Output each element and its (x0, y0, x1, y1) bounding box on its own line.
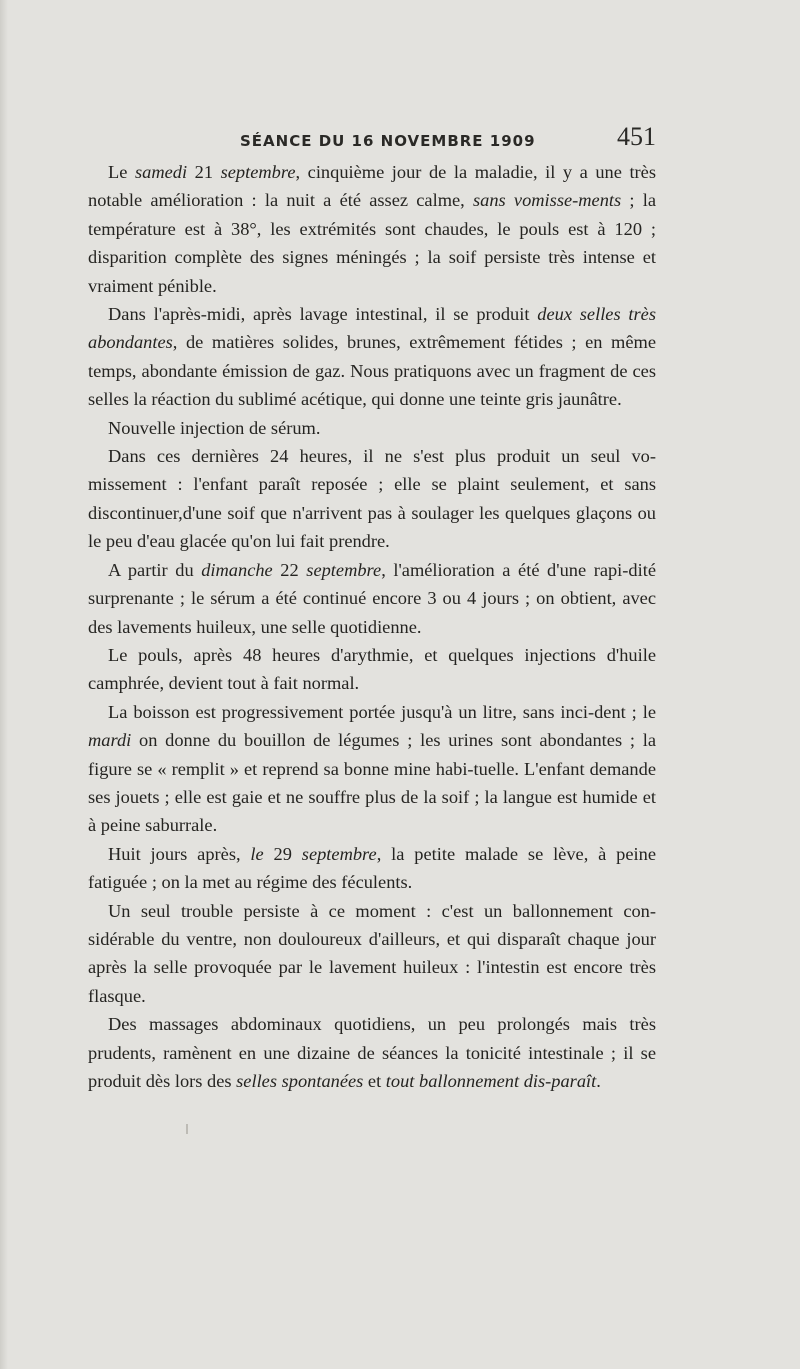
paragraph-7 (88, 698, 656, 840)
paragraph-3: Nouvelle injection de sérum. (108, 417, 321, 438)
paragraph-2-italic-deux-selles: deux selles très abondantes (88, 304, 657, 353)
paragraph-2-text-a: Dans l'après-midi, après lavage intestinal, il se produit (108, 304, 538, 325)
paragraph-10-italic-selles-spontanees: selles spontanées (236, 1071, 364, 1091)
page-edge-shadow (0, 0, 8, 1369)
paragraph-8-italic-le: le (250, 843, 264, 864)
paragraph-5-italic-dimanche: dimanche (201, 559, 273, 580)
paragraph-10-text-a: Des massages abdominaux quotidiens, un peu prolongés mais très prudents, ramènent en une dizaine de séances la tonicité intestinale ; il se produit dès lors des (88, 1014, 656, 1091)
paragraph-10-text-e: . (596, 1071, 601, 1091)
paragraph-1-text-c: 21 (187, 162, 221, 182)
paragraph-4: Dans ces dernières 24 heures, il ne s'est plus produit un seul vo-missement : l'enfant paraît reposée ; elle se plaint seulement, et sans discontinuer,d'une soif que n'arrivent pas à soulager les quelques glaçons ou le peu d'eau glacée qu'on lui fait prendre. (88, 446, 656, 552)
paragraph-5-text-e: , l'amélioration a été d'une rapi-dité surprenante ; le sérum a été continué encore 3 ou 4 jours ; on obtient, avec des lavements huileux, une selle quotidienne. (88, 559, 656, 637)
paragraph-9: Un seul trouble persiste à ce moment : c'est un ballonnement con-sidérable du ventre, non douloureux d'ailleurs, et qui disparaît chaque jour après la selle provoquée par le lavement huileux : l'intestin est encore très flasque. (88, 900, 656, 1006)
body-text (88, 158, 656, 1095)
running-header (88, 118, 656, 158)
paragraph-8-italic-septembre: septembre (301, 843, 377, 864)
paragraph-8-text-c: 29 (263, 843, 302, 864)
paragraph-8-text-a: Huit jours après, (108, 843, 251, 864)
page-number: 451 (617, 122, 656, 151)
paragraph-5-italic-septembre: septembre (306, 559, 382, 580)
paragraph-8-text-e: , la petite malade se lève, à peine fatiguée ; on la met au régime des féculents. (88, 843, 656, 893)
paragraph-1-text-e: , cinquième jour de la maladie, il y a une très notable amélioration : la nuit a été assez calme, (88, 162, 657, 211)
paragraph-2 (88, 300, 656, 414)
paragraph-2-text-c: , de matières solides, brunes, extrêmement fétides ; en même temps, abondante émission de gaz. Nous pratiquons avec un fragment de ces selles la réaction du sublimé acétique, qui donne une teinte gris jaunâtre. (88, 332, 656, 410)
paragraph-8 (88, 840, 656, 897)
paragraph-1-text-g: ; la température est à 38°, les extrémités sont chaudes, le pouls est à 120 ; disparition complète des signes méningés ; la soif persiste très intense et vraiment pénible. (88, 190, 657, 296)
paragraph-1-italic-septembre: septembre (220, 162, 296, 182)
paragraph-1-italic-samedi: samedi (134, 162, 188, 182)
paragraph-6: Le pouls, après 48 heures d'arythmie, et quelques injections d'huile camphrée, devient tout à fait normal. (88, 644, 656, 694)
paragraph-1-italic-sans-vomissements: sans vomisse-ments (472, 190, 622, 211)
paragraph-10-italic-tout-ballonnement: tout ballonnement dis-paraît (385, 1071, 597, 1091)
paragraph-10-text-c: et (363, 1071, 386, 1091)
paragraph-7-text-c: on donne du bouillon de légumes ; les urines sont abondantes ; la figure se « remplit » et reprend sa bonne mine habi-tuelle. L'enfant demande ses jouets ; elle est gaie et ne souffre plus de la soif ; la langue est humide et à peine saburrale. (88, 730, 656, 836)
paragraph-10 (88, 1010, 656, 1095)
paragraph-7-text-a: La boisson est progressivement portée jusqu'à un litre, sans inci-dent ; le (108, 701, 656, 722)
paragraph-5-text-a: A partir du (108, 559, 202, 580)
paragraph-7-italic-mardi: mardi (88, 730, 132, 751)
paragraph-1 (88, 158, 656, 300)
paragraph-5-text-c: 22 (272, 559, 307, 580)
paragraph-1-text-a: Le (108, 162, 135, 182)
paragraph-5 (88, 556, 656, 641)
scan-artifact (186, 1124, 188, 1134)
running-header-title: SÉANCE DU 16 NOVEMBRE 1909 (240, 132, 536, 150)
